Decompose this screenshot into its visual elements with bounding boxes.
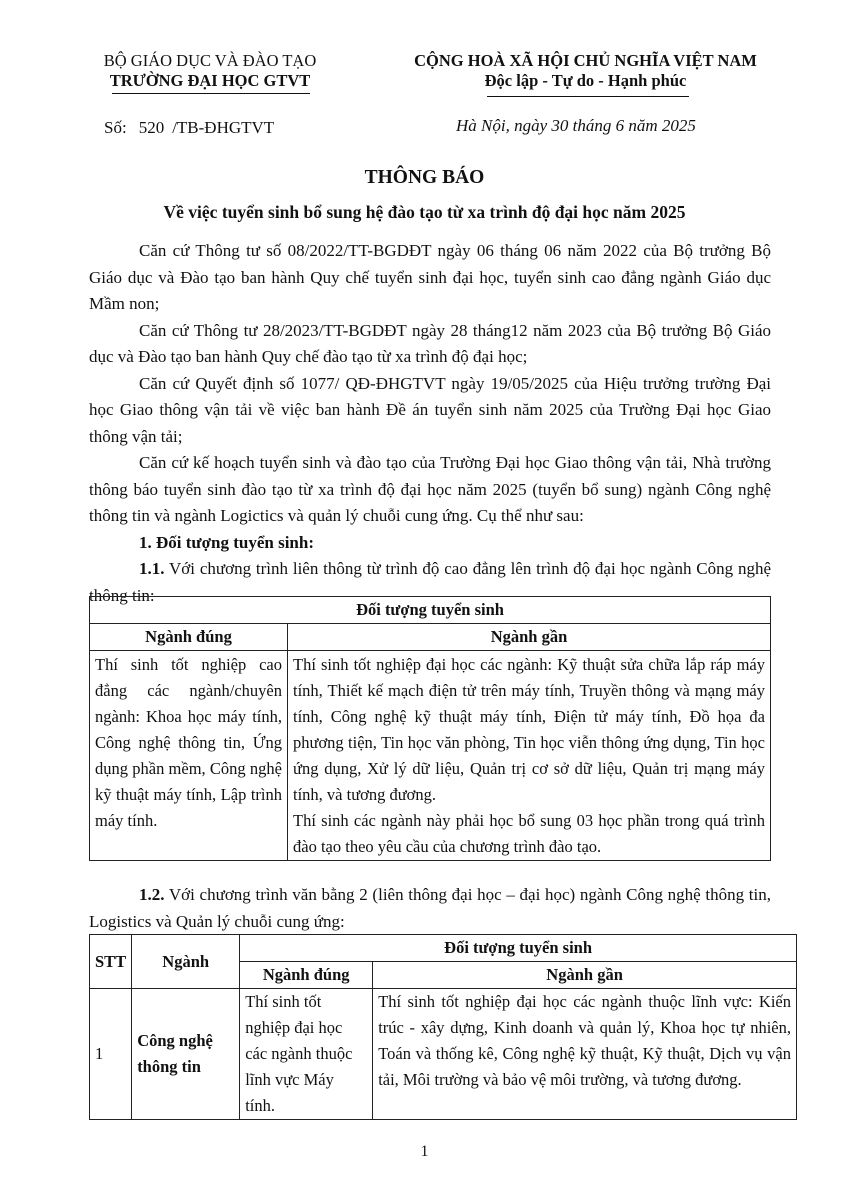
issuer-underline: [112, 93, 310, 94]
table1-col-gan: Ngành gần: [288, 624, 771, 651]
document-title: THÔNG BÁO: [364, 167, 485, 188]
table2-stt-cell: 1: [90, 989, 132, 1120]
table2-nganh-cell: Công nghệ thông tin: [132, 989, 240, 1120]
table-second-degree: [89, 934, 797, 1120]
document-number: [104, 118, 274, 138]
so-number: 520: [138, 118, 165, 137]
table2-col-dung: Ngành đúng: [240, 962, 373, 989]
section-1-1-label: 1.1.: [139, 559, 165, 578]
section-1-2-text: Với chương trình văn bằng 2 (liên thông đại học – đại học) ngành Công nghệ thông tin, Logistics và Quản lý chuỗi cung ứng:: [89, 885, 771, 931]
table1-gan-note: Thí sinh các ngành này phải học bổ sung 03 học phần trong quá trình đào tạo theo yêu cầu của chương trình đào tạo.: [293, 811, 765, 856]
document-subtitle: Về việc tuyển sinh bổ sung hệ đào tạo từ xa trình độ đại học năm 2025: [163, 202, 686, 222]
section-1-heading: 1. Đối tượng tuyển sinh:: [139, 532, 315, 552]
document-date: Hà Nội, ngày 30 tháng 6 năm 2025: [456, 116, 696, 135]
table2-header: Đối tượng tuyển sinh: [240, 935, 797, 962]
document-body: [89, 238, 771, 609]
national-motto: Độc lập - Tự do - Hạnh phúc: [484, 71, 687, 90]
school-name: TRƯỜNG ĐẠI HỌC GTVT: [109, 71, 311, 90]
table2-col-nganh: Ngành: [132, 935, 240, 989]
legal-basis-paragraph: Căn cứ Thông tư 28/2023/TT-BGDĐT ngày 28 tháng12 năm 2023 của Bộ trưởng Bộ Giáo dục và Đào tạo ban hành Quy chế đào tạo từ xa trình độ đại học;: [89, 320, 771, 366]
table2-gan-cell: Thí sinh tốt nghiệp đại học các ngành thuộc lĩnh vực: Kiến trúc - xây dựng, Kinh doanh và quản lý, Khoa học tự nhiên, Toán và thống kê, Công nghệ kỹ thuật, Kỹ thuật, Dịch vụ vận tải, Môi trường và bảo vệ môi trường, và tương đương.: [373, 989, 797, 1120]
page-number: 1: [420, 1143, 429, 1160]
section-1-1-text: Với chương trình liên thông từ trình độ cao đẳng lên trình độ đại học ngành Công nghệ thông tin:: [89, 559, 771, 605]
so-code: /TB-ĐHGTVT: [172, 118, 275, 137]
table1-gan-text: Thí sinh tốt nghiệp đại học các ngành: Kỹ thuật sửa chữa lắp ráp máy tính, Thiết kế mạch điện tử trên máy tính, Truyền thông và mạng máy tính, Công nghệ kỹ thuật máy tính, Điện tử máy tính, Đồ họa đa phương tiện, Tin học văn phòng, Tin học viễn thông ứng dụng, Tin học ứng dụng, Xử lý dữ liệu, Quản trị cơ sở dữ liệu, Quản trị mạng máy tính, và tương đương.: [293, 655, 765, 804]
section-1-2-paragraph: [89, 882, 771, 935]
table2-col-stt: STT: [90, 935, 132, 989]
so-label: Số:: [104, 118, 127, 137]
table2-dung-cell: Thí sinh tốt nghiệp đại học các ngành thuộc lĩnh vực Máy tính.: [240, 989, 373, 1120]
table1-gan-cell: [288, 651, 771, 861]
issuer-block: [80, 51, 340, 91]
announcement-paragraph: Căn cứ kế hoạch tuyển sinh và đào tạo của Trường Đại học Giao thông vận tải, Nhà trường thông báo tuyển sinh đào tạo từ xa trình độ đại học năm 2025 (tuyển bổ sung) ngành Công nghệ thông tin và ngành Logictics và quản lý chuỗi cung ứng. Cụ thể như sau:: [89, 453, 771, 525]
table1-col-dung: Ngành đúng: [90, 624, 288, 651]
legal-basis-paragraph: Căn cứ Quyết định số 1077/ QĐ-ĐHGTVT ngày 19/05/2025 của Hiệu trưởng trường Đại học Giao thông vận tải về việc ban hành Đề án tuyển sinh năm 2025 của Trường Đại học Giao thông vận tải;: [89, 373, 771, 446]
ministry-name: BỘ GIÁO DỤC VÀ ĐÀO TẠO: [103, 51, 317, 70]
national-header: [383, 51, 788, 91]
table1-header: Đối tượng tuyển sinh: [90, 597, 771, 624]
republic-name: CỘNG HOÀ XÃ HỘI CHỦ NGHĨA VIỆT NAM: [414, 51, 757, 70]
table2-col-gan: Ngành gần: [373, 962, 797, 989]
legal-basis-paragraph: Căn cứ Thông tư số 08/2022/TT-BGDĐT ngày 06 tháng 06 năm 2022 của Bộ trưởng Bộ Giáo dục và Đào tạo ban hành Quy chế tuyển sinh đại học, tuyển sinh cao đẳng ngành Giáo dục Mầm non;: [89, 241, 771, 313]
table-row: [90, 651, 771, 861]
table1-dung-cell: Thí sinh tốt nghiệp cao đẳng các ngành/chuyên ngành: Khoa học máy tính, Công nghệ thông tin, Ứng dụng phần mềm, Công nghệ kỹ thuật máy tính, Lập trình máy tính.: [90, 651, 288, 861]
table-it-transfer: [89, 596, 771, 861]
table-row: [90, 989, 797, 1120]
motto-underline: [487, 96, 689, 97]
section-1-2-label: 1.2.: [139, 885, 165, 904]
section-1-2: [89, 882, 771, 935]
